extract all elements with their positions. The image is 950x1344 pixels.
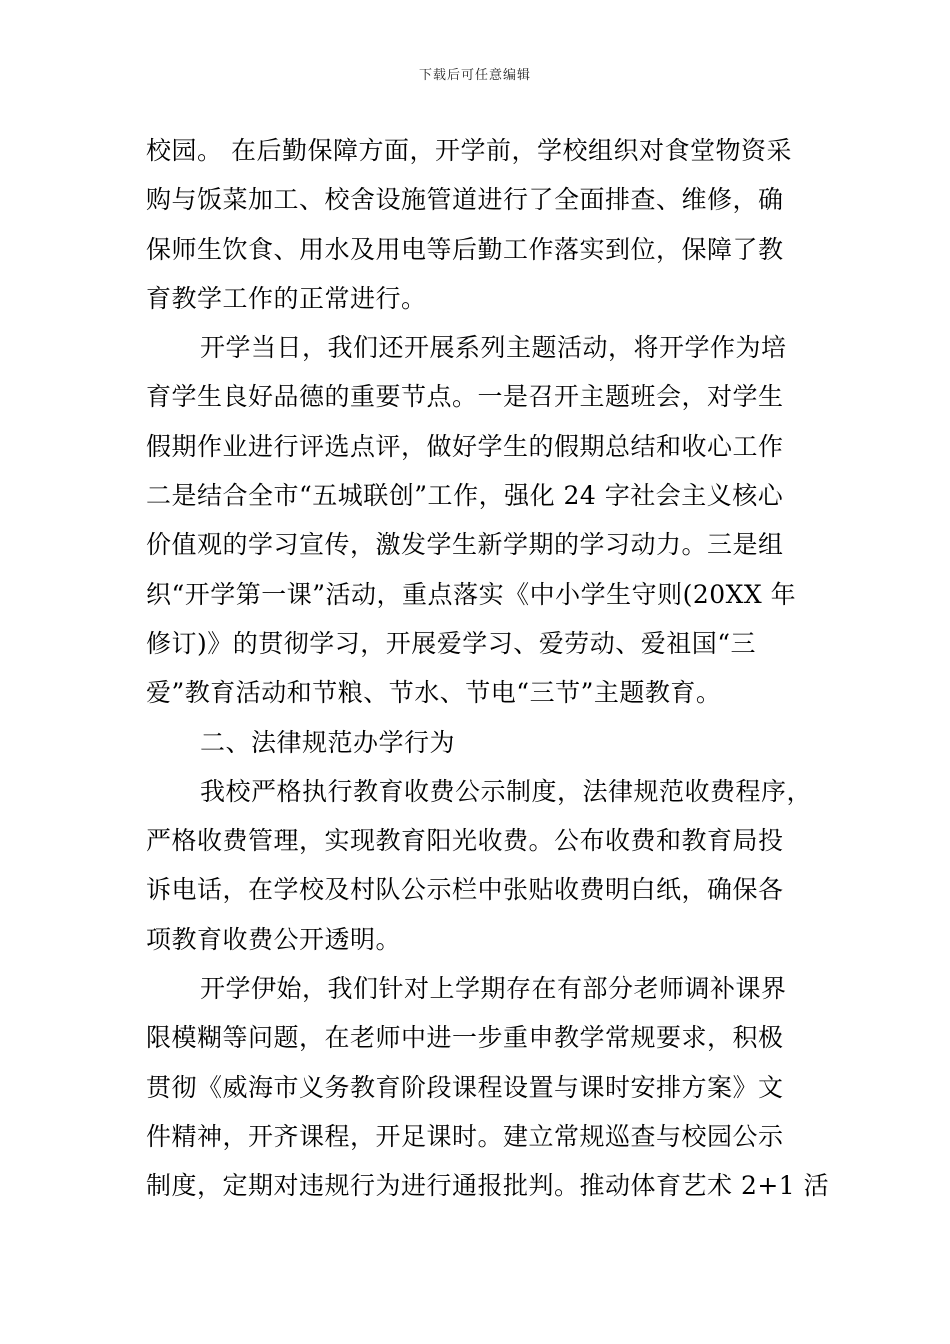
text-line: 购与饭菜加工、校舍设施管道进行了全面排查、维修，确: [146, 185, 784, 215]
text-line: 育教学工作的正常进行。: [146, 283, 427, 313]
text-line: 件精神，开齐课程，开足课时。建立常规巡查与校园公示: [146, 1121, 784, 1151]
section-heading: 二、法律规范办学行为: [200, 727, 456, 757]
text-line: 诉电话，在学校及村队公示栏中张贴收费明白纸，确保各: [146, 875, 784, 905]
text-line: 二是结合全市“五城联创”工作，强化 24 字社会主义核心: [146, 481, 784, 511]
text-line: 价值观的学习宣传，激发学生新学期的学习动力。三是组: [146, 530, 784, 560]
document-body: [146, 126, 830, 1211]
text-line: 贯彻《威海市义务教育阶段课程设置与课时安排方案》文: [146, 1072, 784, 1102]
text-line: 爱”教育活动和节粮、节水、节电“三节”主题教育。: [146, 678, 722, 708]
paragraph-start-line: 我校严格执行教育收费公示制度，法律规范收费程序，: [200, 776, 813, 806]
text-line: 假期作业进行评选点评，做好学生的假期总结和收心工作: [146, 431, 784, 461]
text-line: 保师生饮食、用水及用电等后勤工作落实到位，保障了教: [146, 234, 784, 264]
page-header: 下载后可任意编辑: [418, 68, 531, 83]
paragraph-start-line: 开学伊始，我们针对上学期存在有部分老师调补课界: [200, 974, 787, 1004]
text-line: 修订)》的贯彻学习，开展爱学习、爱劳动、爱祖国“三: [146, 628, 757, 658]
text-line: 育学生良好品德的重要节点。一是召开主题班会，对学生: [146, 382, 784, 412]
paragraph-start-line: 开学当日，我们还开展系列主题活动，将开学作为培: [200, 333, 787, 363]
text-line: 制度，定期对违规行为进行通报批判。推动体育艺术 2+1 活: [146, 1171, 830, 1201]
text-line: 校园。 在后勤保障方面，开学前，学校组织对食堂物资采: [146, 136, 792, 165]
text-line: 项教育收费公开透明。: [146, 924, 402, 954]
text-line: 限模糊等问题，在老师中进一步重申教学常规要求，积极: [146, 1023, 784, 1053]
text-line: 严格收费管理，实现教育阳光收费。公布收费和教育局投: [146, 826, 784, 856]
text-line: 织“开学第一课”活动，重点落实《中小学生守则(20XX 年: [146, 579, 797, 609]
